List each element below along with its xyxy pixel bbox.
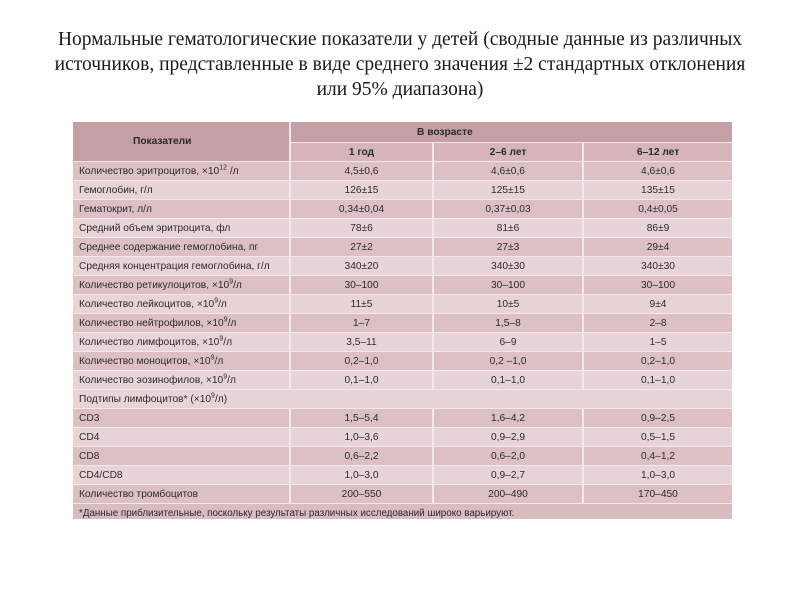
value-cell: 0,1–1,0 <box>433 371 583 390</box>
value-cell: 0,6–2,2 <box>290 447 433 466</box>
value-cell: 4,5±0,6 <box>290 162 433 181</box>
value-cell: 1,6–4,2 <box>433 409 583 428</box>
table-row <box>73 257 732 276</box>
table-row <box>73 162 732 181</box>
row-label: CD8 <box>73 447 290 466</box>
age-column-header: 6–12 лет <box>583 143 732 162</box>
value-cell: 200–490 <box>433 485 583 504</box>
value-cell: 0,6–2,0 <box>433 447 583 466</box>
table-row <box>73 428 732 447</box>
row-label: Количество нейтрофилов, $\times 10^9/л$ <box>73 314 290 333</box>
table-row <box>73 333 732 352</box>
value-cell: 30–100 <box>583 276 732 295</box>
indicator-column-header: Показатели <box>73 122 290 162</box>
table-row <box>73 238 732 257</box>
row-label: Гемоглобин, г/л <box>73 181 290 200</box>
value-cell: 27±2 <box>290 238 433 257</box>
row-label: Гематокрит, л/л <box>73 200 290 219</box>
value-cell: 81±6 <box>433 219 583 238</box>
hematology-table-image <box>73 122 732 519</box>
row-label: Средний объем эритроцита, фл <box>73 219 290 238</box>
value-cell: 11±5 <box>290 295 433 314</box>
value-cell: 27±3 <box>433 238 583 257</box>
section-label: Подтипы лимфоцитов* $(\times 10^9/л)$ <box>73 390 732 409</box>
table-header-row <box>73 122 732 143</box>
value-cell: 0,2 –1,0 <box>433 352 583 371</box>
value-cell: 125±15 <box>433 181 583 200</box>
value-cell: 1,0–3,0 <box>290 466 433 485</box>
row-label: CD3 <box>73 409 290 428</box>
value-cell: 6–9 <box>433 333 583 352</box>
value-cell: 170–450 <box>583 485 732 504</box>
value-cell: 0,2–1,0 <box>290 352 433 371</box>
value-cell: 0,5–1,5 <box>583 428 732 447</box>
footnote: *Данные приблизительные, поскольку результаты различных исследований широко варьируют. <box>73 504 732 520</box>
value-cell: 86±9 <box>583 219 732 238</box>
table-row <box>73 485 732 504</box>
table-row <box>73 181 732 200</box>
row-label: Количество эозинофилов, $\times 10^9/л$ <box>73 371 290 390</box>
value-cell: 200–550 <box>290 485 433 504</box>
table-row <box>73 295 732 314</box>
table-row <box>73 466 732 485</box>
value-cell: 0,1–1,0 <box>583 371 732 390</box>
hematology-table <box>73 122 732 519</box>
row-label: Количество моноцитов, $\times 10^9/л$ <box>73 352 290 371</box>
value-cell: 0,9–2,5 <box>583 409 732 428</box>
table-row <box>73 409 732 428</box>
value-cell: 4,6±0,6 <box>433 162 583 181</box>
value-cell: 1,0–3,6 <box>290 428 433 447</box>
value-cell: 126±15 <box>290 181 433 200</box>
row-label: CD4/CD8 <box>73 466 290 485</box>
row-label: Количество лейкоцитов, $\times 10^9/л$ <box>73 295 290 314</box>
row-label: Количество эритроцитов, $\times 10^{12}$ /л <box>73 162 290 181</box>
value-cell: 0,9–2,9 <box>433 428 583 447</box>
value-cell: 0,2–1,0 <box>583 352 732 371</box>
row-label: Среднее содержание гемоглобина, пг <box>73 238 290 257</box>
value-cell: 0,9–2,7 <box>433 466 583 485</box>
table-row <box>73 447 732 466</box>
value-cell: 1,5–5,4 <box>290 409 433 428</box>
value-cell: 30–100 <box>433 276 583 295</box>
lymphocyte-subtypes-section <box>73 390 732 409</box>
value-cell: 0,37±0,03 <box>433 200 583 219</box>
value-cell: 10±5 <box>433 295 583 314</box>
table-row <box>73 276 732 295</box>
row-label: Количество ретикулоцитов, $\times 10^9/л$ <box>73 276 290 295</box>
value-cell: 1–7 <box>290 314 433 333</box>
footnote-row <box>73 504 732 520</box>
row-label: Количество тромбоцитов <box>73 485 290 504</box>
page-title: Нормальные гематологические показатели у детей (сводные данные из различных источников, представленные в виде среднего значения ±2 стандартных отклонения или 95% диапазона) <box>54 29 746 100</box>
table-row <box>73 314 732 333</box>
value-cell: 30–100 <box>290 276 433 295</box>
table-row <box>73 371 732 390</box>
value-cell: 340±30 <box>583 257 732 276</box>
table-row <box>73 200 732 219</box>
value-cell: 0,4–1,2 <box>583 447 732 466</box>
table-body <box>73 162 732 520</box>
age-column-header: 2–6 лет <box>433 143 583 162</box>
value-cell: 135±15 <box>583 181 732 200</box>
row-label: Средняя концентрация гемоглобина, г/л <box>73 257 290 276</box>
value-cell: 3,5–11 <box>290 333 433 352</box>
age-column-header: 1 год <box>290 143 433 162</box>
value-cell: 78±6 <box>290 219 433 238</box>
value-cell: 340±30 <box>433 257 583 276</box>
table-row <box>73 219 732 238</box>
value-cell: 0,4±0,05 <box>583 200 732 219</box>
value-cell: 2–8 <box>583 314 732 333</box>
value-cell: 1,5–8 <box>433 314 583 333</box>
value-cell: 0,1–1,0 <box>290 371 433 390</box>
value-cell: 1,0–3,0 <box>583 466 732 485</box>
row-label: CD4 <box>73 428 290 447</box>
row-label: Количество лимфоцитов, $\times 10^9/л$ <box>73 333 290 352</box>
value-cell: 1–5 <box>583 333 732 352</box>
value-cell: 340±20 <box>290 257 433 276</box>
value-cell: 4,6±0,6 <box>583 162 732 181</box>
value-cell: 0,34±0,04 <box>290 200 433 219</box>
age-group-header: В возрасте <box>290 122 732 143</box>
value-cell: 29±4 <box>583 238 732 257</box>
table-row <box>73 352 732 371</box>
value-cell: 9±4 <box>583 295 732 314</box>
